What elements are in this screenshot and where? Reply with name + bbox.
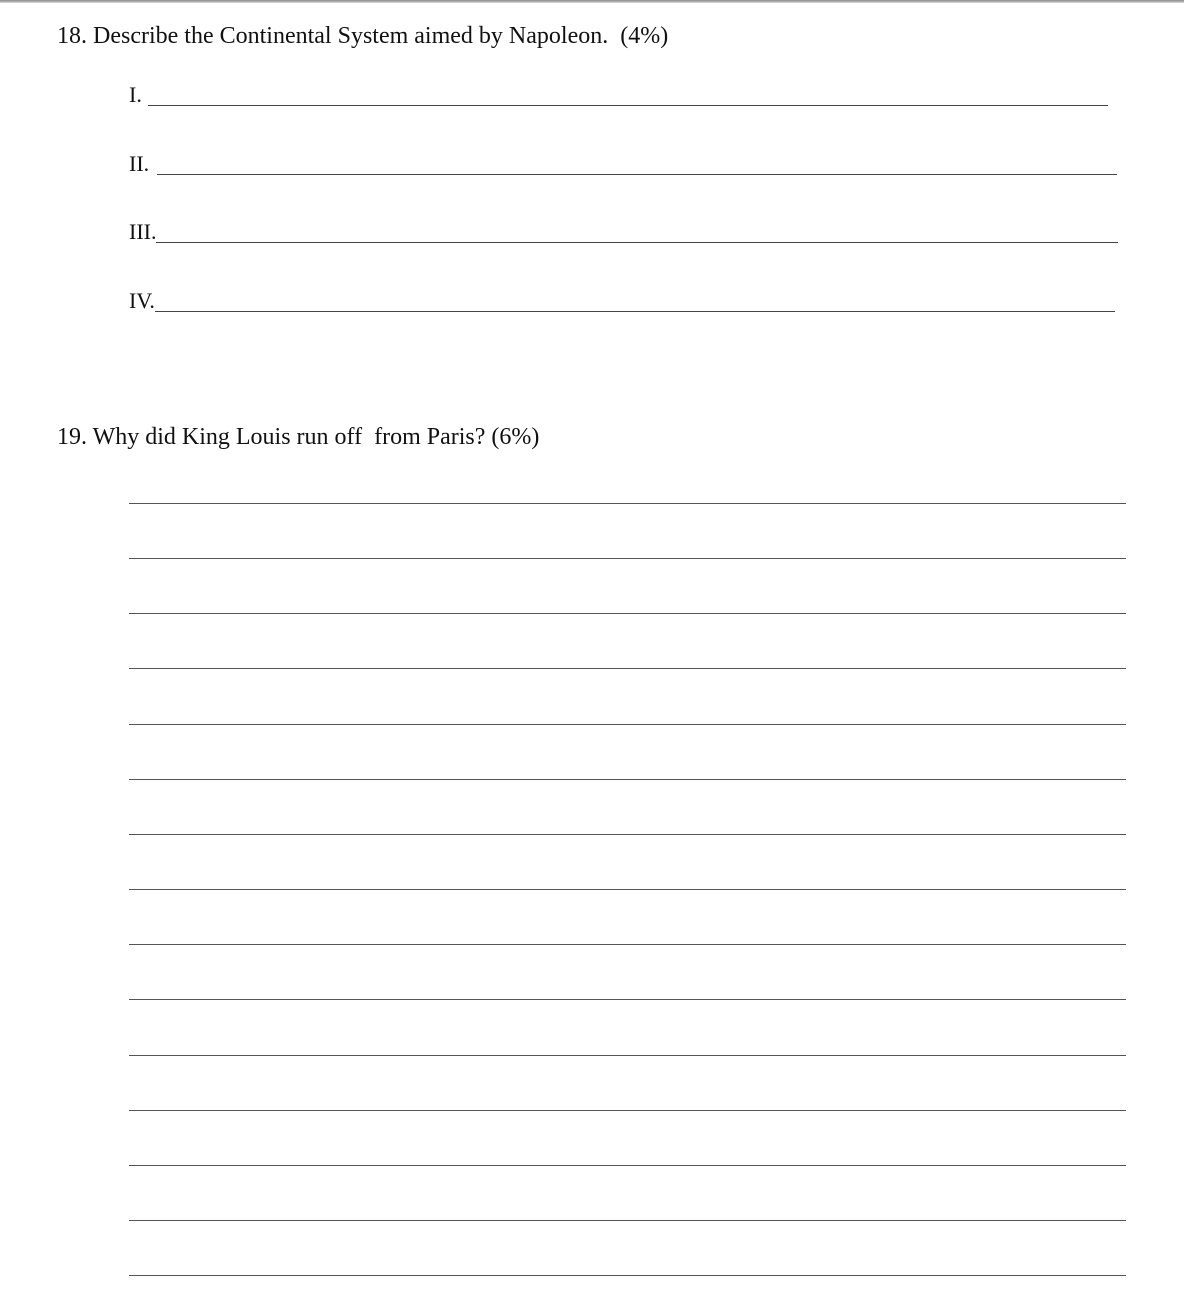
answer-line[interactable] xyxy=(129,1165,1126,1166)
answer-line[interactable] xyxy=(129,668,1126,669)
answer-line[interactable] xyxy=(129,1110,1126,1111)
item-numeral: III. xyxy=(129,219,157,244)
answer-line[interactable] xyxy=(129,834,1126,835)
item-numeral: I. xyxy=(129,82,142,107)
answer-blank[interactable] xyxy=(157,174,1117,175)
answer-line[interactable] xyxy=(129,503,1126,504)
answer-blank[interactable] xyxy=(156,242,1118,243)
answer-item-4 xyxy=(129,282,1115,312)
page-top-border xyxy=(0,0,1184,3)
answer-line[interactable] xyxy=(129,558,1126,559)
answer-item-1 xyxy=(129,76,1108,106)
question-18-prompt: 18. Describe the Continental System aimed by Napoleon. (4%) xyxy=(57,23,669,49)
answer-line[interactable] xyxy=(129,889,1126,890)
answer-line[interactable] xyxy=(129,999,1126,1000)
answer-line[interactable] xyxy=(129,1220,1126,1221)
answer-line[interactable] xyxy=(129,779,1126,780)
answer-blank[interactable] xyxy=(155,311,1115,312)
answer-line[interactable] xyxy=(129,1275,1126,1276)
item-numeral: II. xyxy=(129,151,150,176)
answer-line[interactable] xyxy=(129,724,1126,725)
answer-line[interactable] xyxy=(129,944,1126,945)
answer-item-2 xyxy=(129,145,1117,175)
answer-line[interactable] xyxy=(129,613,1126,614)
answer-item-3 xyxy=(129,213,1118,243)
item-numeral: IV. xyxy=(129,288,155,313)
answer-line[interactable] xyxy=(129,1055,1126,1056)
question-19-prompt: 19. Why did King Louis run off from Paris? (6%) xyxy=(57,424,540,450)
answer-blank[interactable] xyxy=(148,105,1108,106)
